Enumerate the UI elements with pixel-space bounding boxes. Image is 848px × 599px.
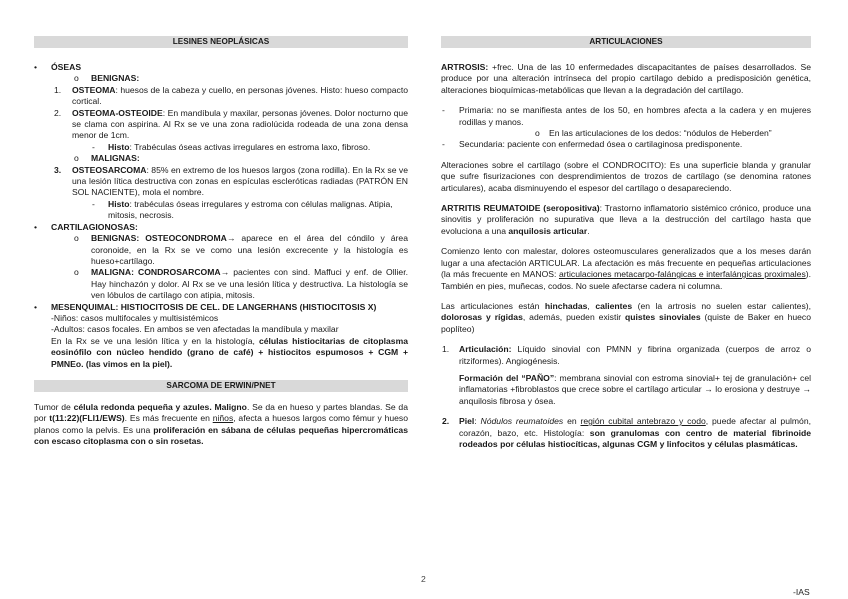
section-header-lesiones: LESINES NEOPLÁSICAS — [34, 36, 408, 48]
list-item-cartilaginosas: • CARTILAGIONOSAS: — [34, 221, 138, 232]
artrosis-paragraph: ARTROSIS: +frec. Una de las 10 enfermedades discapacitantes de países desarrollados. Se produce por una alteración intrínseca del propio cartílago debido a predisposición genética, alteraciones bioquímicas-metabólicas que llevan a la degradación del cartílago. — [441, 62, 811, 95]
footer-initials: -IAS — [793, 587, 810, 597]
left-column — [34, 36, 408, 448]
list-item-osteoma: 1. OSTEOMA: huesos de la cabeza y cuello, en personas jóvenes. Histo: hueso compacto cortical. — [54, 84, 408, 107]
arrow-right-icon: → — [226, 233, 236, 244]
list-item-osteoma-osteoide: 2. OSTEOMA-OSTEOIDE: En mandíbula y maxilar, personas jóvenes. Dolor nocturno que se clama con aspirina. Al Rx se ve una zona radiolúcida rodeada de una zona densa menor de 1cm. — [54, 107, 408, 141]
list-item-benignas: o BENIGNAS: — [74, 73, 140, 84]
list-item-oseas: • ÓSEAS — [34, 62, 82, 72]
mesenquimal-adultos: -Adultos: casos focales. En ambos se ven afectadas la mandíbula y maxilar — [51, 324, 339, 335]
page-number: 2 — [421, 574, 426, 584]
ewing-paragraph: Tumor de célula redonda pequeña y azules. Maligno. Se da en hueso y partes blandas. Se da por t(11:22)(FLI1/EWS). Es más frecuente en niños, afecta a huesos largos como fémur y hueso planos como la pelvis. Es una proliferación en sábana de células pequeñas hipercromáticas con escaso citoplasma con o sin rosetas. — [34, 401, 408, 447]
mesenquimal-rx: En la Rx se ve una lesión lítica y en la histología, células histiocitarias de citoplasma eosinófilo con núcleo hendido (grano de café) + histiocitos espumosos + CGM + PMNEo. (las vimos en la piel). — [51, 335, 408, 369]
alteraciones-paragraph: Alteraciones sobre el cartílago (sobre el CONDROCITO): Es una superficie blanda y granular que sufre fisurizaciones con desprendimientos de trozos de cartílago (se denomina ratones articulares), acaba disminuyendo el espesor del cartílago o desapareciendo. — [441, 159, 811, 193]
list-item-piel: 2. Piel: Nódulos reumatoides en región cubital antebrazo y codo, puede afectar al pulmón, corazón, bazo, etc. Histología: son granulomas con centro de material fibrinoide rodeados por células histiocíticas, algunas CGM y linfocitos y células plasmáticas. — [442, 416, 811, 449]
list-item-heberden: o En las articulaciones de los dedos: “nódulos de Heberden” — [535, 128, 772, 139]
list-item-primaria: - Primaria: no se manifiesta antes de los 50, en hombres afecta a la cadera y en mujeres rodillas y manos. — [442, 105, 811, 127]
list-item-histo-1: - Histo: Trabéculas óseas activas irregulares en estroma laxo, fibroso. — [92, 141, 371, 152]
mesenquimal-ninos: -Niños: casos multifocales y multisistémicos — [51, 312, 219, 323]
artritis-paragraph: ARTRITIS REUMATOIDE (seropositiva): Trastorno inflamatorio sistémico crónico, produce una sinovitis y proliferación no supurativa que lleva a la destrucción del cartílago hasta que evoluciona a una anquilosis articular. — [441, 203, 811, 236]
list-item-secundaria: - Secundaria: paciente con enfermedad ósea o cartilaginosa predisponente. — [442, 139, 743, 150]
section-header-articulaciones: ARTICULACIONES — [441, 36, 811, 48]
list-item-condrosarcoma: o MALIGNA: CONDROSARCOMA→ pacientes con sind. Maffuci y enf. de Ollier. Hay hinchazón y dolor. Al Rx se ve una lesión lítica y destructiva. La histología se ven lóbulos de cartílago con atipia, mitosis. — [74, 267, 408, 301]
articulaciones-paragraph: Las articulaciones están hinchadas, calientes (en la artrosis no suelen estar calientes), dolorosas y rígidas, además, pueden existir quistes sinoviales (quiste de Baker en hueco poplíteo) — [441, 300, 812, 334]
list-item-osteocondroma: o BENIGNAS: OSTEOCONDROMA→ aparece en el área del cóndilo y área coronoide, en la Rx se ve como una lesión excrecente y la histología es hueso+cartílago. — [74, 233, 408, 266]
list-item-histo-2: - Histo: trabéculas óseas irregulares y estroma con células malignas. Atipia, mitosis, necrosis. — [92, 198, 393, 221]
list-item-mesenquimal: • MESENQUIMAL: HISTIOCITOSIS DE CEL. DE LANGERHANS (HISTIOCITOSIS X) — [34, 301, 377, 312]
list-item-osteosarcoma: 3. OSTEOSARCOMA: 85% en extremo de los huesos largos (zona rodilla). En la Rx se ve una lesión lítica destructiva con zonas en espículas escleróticas radiadas (PATRÓN EN SOL NACIENTE), mola el nombre. — [54, 164, 408, 198]
pano-paragraph: Formación del “PAÑO”: membrana sinovial con estroma sinovial+ tej de granulación+ cel inflamatorias +fibroblastos que crece sobre el cartílago articular → lo erosiona y destruye → anquilosis fibrosa y ósea. — [459, 372, 812, 406]
right-column — [441, 36, 811, 450]
arrow-right-icon: → — [220, 267, 230, 278]
list-item-articulacion: 1. Articulación: Líquido sinovial con PMNN y fibrina organizada (cuerpos de arroz o ritziformes). Angiogénesis. — [442, 344, 811, 366]
section-header-ewing: SARCOMA DE ERWIN/PNET — [34, 380, 408, 392]
comienzo-paragraph: Comienzo lento con malestar, dolores osteomusculares generalizados que a los meses darán lugar a una afectación ARTICULAR. La afectación es más frecuente en pequeñas articulaciones (la más frecuente en MANOS: articulaciones metacarpo-falángicas e interfalángicas proximales). También en pies, muñecas, codos. No suele afectarse cadera ni columna. — [441, 246, 811, 291]
list-item-malignas: o MALIGNAS: — [74, 153, 140, 164]
